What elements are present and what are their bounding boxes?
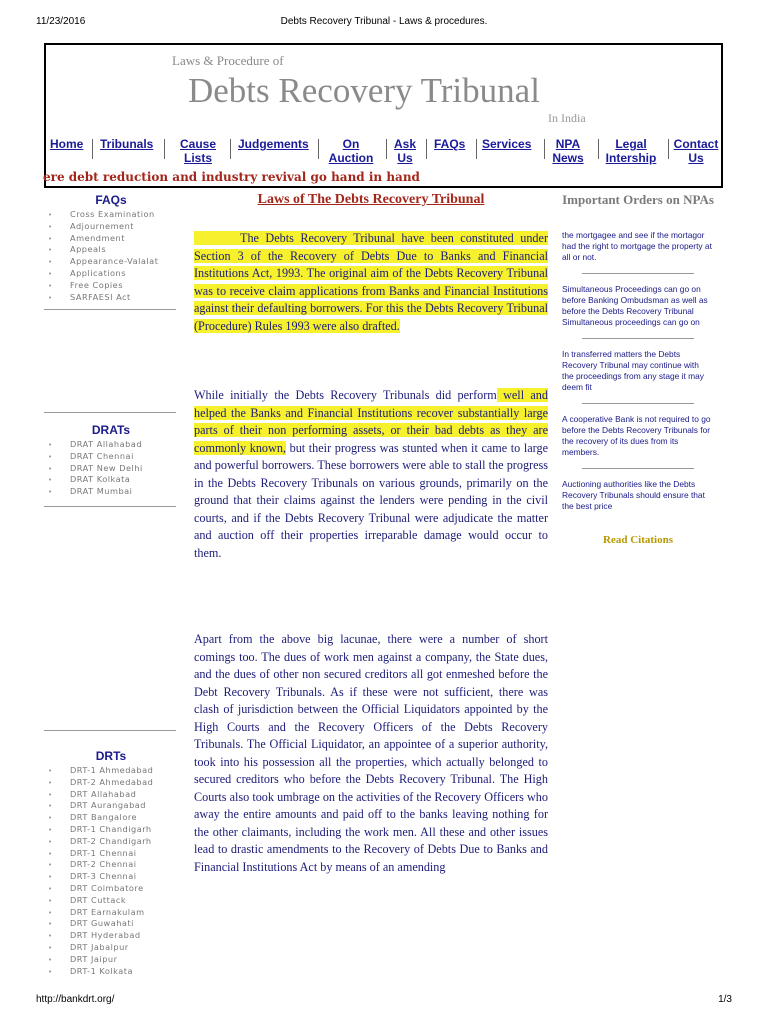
left.faqs-label: Appeals [70, 244, 107, 255]
left.faqs-item[interactable] [44, 233, 178, 245]
left.drts-item[interactable] [44, 848, 178, 860]
bullet-icon: • [48, 488, 53, 497]
order-entry[interactable]: In transferred matters the Debts Recovery Tribunal may continue with the proceedings from any stage it may deem fit [562, 349, 704, 392]
nav-separator [426, 139, 427, 159]
order-divider [582, 468, 694, 469]
print-date: 11/23/2016 [36, 16, 86, 27]
left.drts-item[interactable] [44, 942, 178, 954]
left.drts-item[interactable] [44, 859, 178, 871]
left.faqs-label: SARFAESI Act [70, 291, 131, 302]
bullet-icon: • [48, 452, 53, 461]
left.drts-item[interactable] [44, 954, 178, 966]
left.drts-label: DRT Aurangabad [70, 800, 146, 811]
site-header [44, 43, 723, 188]
highlighted-text: well and helped the Banks and Financial Institutions recover substantially large parts of their non performing assets, or their bad debts as they are commonly known, [194, 388, 548, 455]
left.drats-label: DRAT Kolkata [70, 474, 131, 485]
print-doc-title: Debts Recovery Tribunal - Laws & procedures. [280, 16, 488, 27]
drts-heading: DRTs [95, 749, 127, 763]
left.drats-item[interactable] [44, 439, 178, 451]
left.drts-item[interactable] [44, 789, 178, 801]
nav-npa-news[interactable]: NPA News [552, 137, 584, 165]
sidebar-divider [44, 730, 176, 731]
main-nav [46, 137, 725, 169]
left.drts-label: DRT-1 Kolkata [70, 965, 133, 976]
header-pre-title: Laws & Procedure of [172, 53, 284, 68]
nav-separator [668, 139, 669, 159]
left.drts-label: DRT-3 Chennai [70, 871, 137, 882]
nav-separator [476, 139, 477, 159]
order-entry[interactable]: A cooperative Bank is not required to go before the Debts Recovery Tribunals for the recovery of its dues from its members. [562, 414, 711, 457]
left.drts-label: DRT Coimbatore [70, 882, 144, 893]
nav-legal-intership[interactable]: Legal Intership [605, 137, 657, 165]
nav-services[interactable]: Services [482, 137, 532, 151]
left.drts-item[interactable] [44, 765, 178, 777]
left.drts-label: DRT Guwahati [70, 918, 134, 929]
left.faqs-item[interactable] [44, 209, 178, 221]
left.drts-label: DRT-1 Ahmedabad [70, 765, 154, 775]
print-url: http://bankdrt.org/ [36, 994, 115, 1005]
sidebar-divider [44, 309, 176, 310]
sidebar-divider [44, 412, 176, 413]
nav-separator [230, 139, 231, 159]
left.drts-label: DRT Jabalpur [70, 941, 129, 952]
sidebar-divider [44, 506, 176, 507]
left.faqs-label: Adjournement [70, 220, 134, 231]
nav-separator [598, 139, 599, 159]
left.drts-item[interactable] [44, 871, 178, 883]
highlighted-text: The Debts Recovery Tribunal have been constituted under Section 3 of the Recovery of Debts Due to Banks and Financial Institutions Act, 1993. The original aim of the Debts Recovery Tribunal was to receive claim applications from Banks and Financial Institutions against their defaulting borrowers. For this the Debts Recovery Tribunal (Procedure) Rules 1993 were also drafted. [194, 231, 548, 333]
order-entry[interactable]: Simultaneous Proceedings can go on before Banking Ombudsman as well as before the Debts Recovery Tribunal Simultaneous proceedings can go on [562, 284, 708, 327]
bullet-icon: • [48, 955, 53, 964]
order-entry[interactable]: Auctioning authorities like the Debts Recovery Tribunals should ensure that the best price [562, 479, 705, 511]
bullet-icon: • [48, 281, 53, 290]
left.faqs-item[interactable] [44, 221, 178, 233]
left.drts-item[interactable] [44, 836, 178, 848]
nav-separator [544, 139, 545, 159]
left.drts-item[interactable] [44, 930, 178, 942]
left.drats-item[interactable] [44, 451, 178, 463]
left.drts-item[interactable] [44, 966, 178, 978]
bullet-icon: • [48, 967, 53, 976]
nav-faqs[interactable]: FAQs [434, 137, 466, 151]
bullet-icon: • [48, 837, 53, 846]
paragraph-progress: While initially the Debts Recovery Tribunals did perform well and helped the Banks and Financial Institutions recover substantially large parts of their non performing assets, or their bad debts as they are commonly known, but their progress was stunted when it came to large and powerful borrowers. These borrowers were able to stall the progress in the Debts Recovery Tribunals on various grounds, primarily on the ground that their claims against the lenders were pending in the civil courts, and if the Debts Recovery Tribunal were adjudicate the matter and auction off their properties irreparable damage would occur to them. [194, 388, 549, 560]
bullet-icon: • [48, 293, 53, 302]
left.drats-item[interactable] [44, 474, 178, 486]
read-citations-link[interactable]: Read Citations [603, 534, 673, 546]
nav-separator [318, 139, 319, 159]
bullet-icon: • [48, 932, 53, 941]
bullet-icon: • [48, 441, 53, 449]
left.faqs-label: Appearance-Valalat [70, 256, 159, 267]
bullet-icon: • [48, 767, 53, 775]
bullet-icon: • [48, 222, 53, 231]
nav-tribunals[interactable]: Tribunals [100, 137, 154, 151]
bullet-icon: • [48, 884, 53, 893]
left.drts-item[interactable] [44, 812, 178, 824]
bullet-icon: • [48, 778, 53, 787]
bullet-icon: • [48, 464, 53, 473]
left.drts-label: DRT Earnakulam [70, 906, 145, 917]
drats-list [44, 439, 178, 498]
nav-home[interactable]: Home [50, 137, 84, 151]
article-title[interactable]: Laws of The Debts Recovery Tribunal [257, 192, 485, 207]
nav-cause-lists[interactable]: Cause Lists [179, 137, 217, 165]
order-entry[interactable]: the mortgagee and see if the mortagor had the right to mortgage the property at all or not. [562, 230, 712, 262]
order-divider [582, 338, 694, 339]
left.faqs-label: Applications [70, 267, 127, 278]
left.faqs-item[interactable] [44, 280, 178, 292]
bullet-icon: • [48, 873, 53, 882]
left.drts-label: DRT-2 Chennai [70, 859, 137, 870]
left.faqs-item[interactable] [44, 256, 178, 268]
bullet-icon: • [48, 269, 53, 278]
orders-scroller[interactable] [562, 230, 714, 522]
left.drats-label: DRAT Chennai [70, 450, 134, 461]
important-orders-heading: Important Orders on NPAs [562, 192, 714, 207]
left.drts-label: DRT Jaipur [70, 953, 118, 964]
left.drts-label: DRT-2 Chandigarh [70, 835, 152, 846]
left.drats-item[interactable] [44, 486, 178, 498]
header-subtitle: In India [548, 111, 586, 125]
bullet-icon: • [48, 896, 53, 905]
bullet-icon: • [48, 802, 53, 811]
left.drts-item[interactable] [44, 800, 178, 812]
left.faqs-item[interactable] [44, 268, 178, 280]
left.drts-item[interactable] [44, 918, 178, 930]
left.drts-item[interactable] [44, 895, 178, 907]
faqs-list [44, 209, 178, 303]
nav-separator [92, 139, 93, 159]
drts-list [44, 765, 178, 977]
bullet-icon: • [48, 258, 53, 267]
order-divider [582, 273, 694, 274]
left.faqs-label: Cross Examination [70, 209, 155, 219]
right-sidebar [562, 192, 714, 546]
paragraph-lacunae: Apart from the above big lacunae, there were a number of short comings too. The dues of work men against a company, the State dues, and the dues of other non secured creditors all got enmeshed before the Debt Recovery Tribunals. As if these were not sufficient, there was clash of jurisdiction between the Official Liquidators appointed by the High Courts and the Recovery Officers of the Debts Recovery Tribunals. The Official Liquidator, an appointee of a superior authority, took into his possession all the properties, which actually belonged to secured creditors who before the Debts Recovery Tribunal. The High Courts also took umbrage on the activities of the Recovery Officers who away the entire amounts and paid off to the banks leaving nothing for the other claimants, including the work men. All these and other issues lead to drastic amendments to the Recovery of Debts Due to Banks and Financial Institutions Act by means of an amending [194, 632, 548, 874]
left.drts-label: DRT Hyderabad [70, 930, 141, 941]
bullet-icon: • [48, 861, 53, 870]
paragraph-intro [194, 230, 548, 335]
left.drts-label: DRT-2 Ahmedabad [70, 776, 154, 787]
left.drts-label: DRT Allahabad [70, 788, 137, 799]
bullet-icon: • [48, 814, 53, 823]
nav-on-auction[interactable]: On Auction [328, 137, 374, 165]
bullet-icon: • [48, 476, 53, 485]
left.faqs-label: Free Copies [70, 279, 123, 290]
bullet-icon: • [48, 849, 53, 858]
nav-separator [386, 139, 387, 159]
bullet-icon: • [48, 234, 53, 243]
bullet-icon: • [48, 825, 53, 834]
left.drts-label: DRT Bangalore [70, 812, 138, 823]
bullet-icon: • [48, 211, 53, 219]
nav-judgements[interactable]: Judgements [238, 137, 309, 151]
left.drats-item[interactable] [44, 463, 178, 475]
left.drats-label: DRAT New Delhi [70, 462, 143, 473]
left.drts-item[interactable] [44, 883, 178, 895]
left.drts-label: DRT-1 Chandigarh [70, 823, 152, 834]
left.faqs-label: Amendment [70, 232, 125, 243]
bullet-icon: • [48, 908, 53, 917]
left.drts-item[interactable] [44, 824, 178, 836]
left.faqs-item[interactable] [44, 292, 178, 304]
print-page-number: 1/3 [718, 994, 732, 1005]
bullet-icon: • [48, 943, 53, 952]
left.drats-label: DRAT Mumbai [70, 486, 133, 497]
print-header [0, 4, 768, 28]
faqs-heading: FAQs [95, 193, 127, 207]
bullet-icon: • [48, 790, 53, 799]
left.drts-item[interactable] [44, 907, 178, 919]
left.faqs-item[interactable] [44, 244, 178, 256]
left.drts-label: DRT-1 Chennai [70, 847, 137, 858]
news-marquee[interactable]: ere debt reduction and industry revival go hand in hand [43, 170, 420, 184]
nav-ask-us[interactable]: Ask Us [393, 137, 416, 165]
left.drts-item[interactable] [44, 777, 178, 789]
nav-contact-us[interactable]: Contact Us [673, 137, 719, 165]
left.drats-label: DRAT Allahabad [70, 439, 143, 449]
main-content [194, 192, 549, 874]
left-sidebar [44, 190, 178, 990]
drats-heading: DRATs [91, 423, 131, 437]
bullet-icon: • [48, 920, 53, 929]
order-divider [582, 403, 694, 404]
nav-separator [164, 139, 165, 159]
left.drts-label: DRT Cuttack [70, 894, 127, 905]
site-title: Debts Recovery Tribunal [188, 71, 540, 110]
bullet-icon: • [48, 246, 53, 255]
